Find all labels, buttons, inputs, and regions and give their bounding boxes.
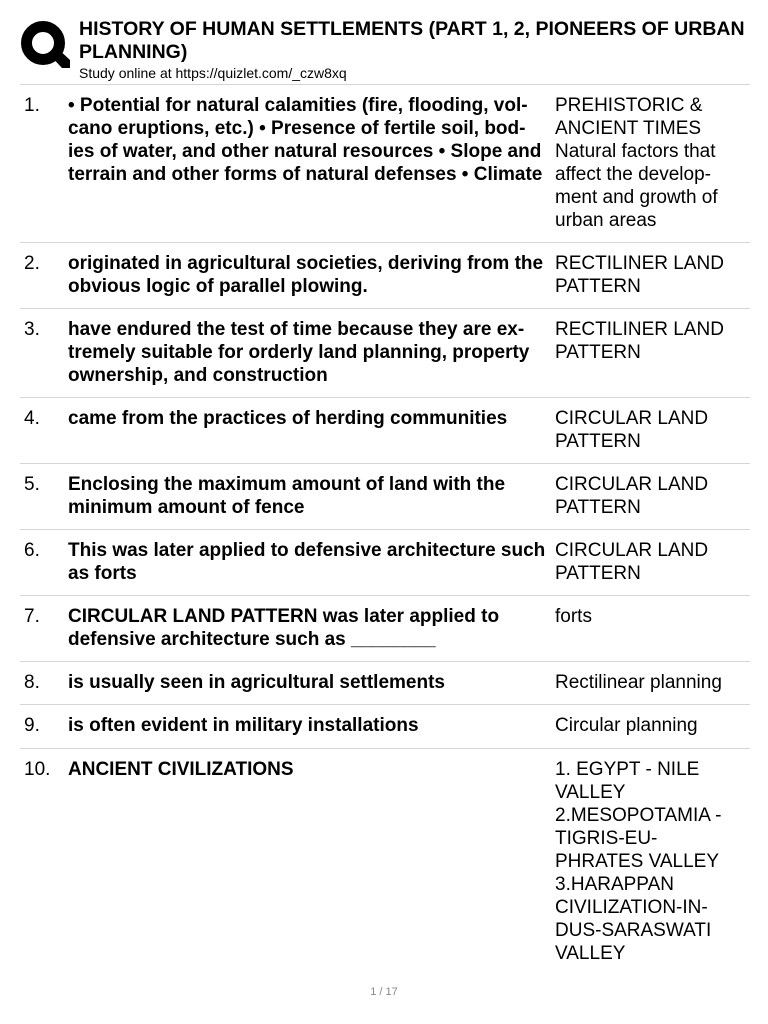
flashcard-list: [20, 84, 750, 971]
row-number: 6.: [24, 540, 40, 561]
term-text: This was later applied to defensive architecture such as forts: [68, 540, 546, 584]
study-online-link[interactable]: Study online at https://quizlet.com/_czw8xq: [79, 65, 347, 81]
flashcard-row: [20, 662, 750, 705]
term-text: is usually seen in agricultural settlements: [68, 672, 445, 693]
flashcard-row: [20, 596, 750, 662]
flashcard-row: [20, 705, 750, 749]
row-number: 4.: [24, 408, 40, 429]
term-text: is often evident in military installations: [68, 715, 419, 736]
definition-text: 1. EGYPT - NILE VALLEY 2.MESOPOTAMIA - TIGRIS-EU- PHRATES VALLEY 3.HARAPPAN CIVILIZATION-IN- DUS-SARASWATI VALLEY: [555, 759, 722, 964]
row-number: 3.: [24, 319, 40, 340]
row-number: 5.: [24, 474, 40, 495]
flashcard-row: [20, 85, 750, 243]
term-text: originated in agricultural societies, deriving from the obvious logic of parallel plowing.: [68, 253, 544, 297]
document-header: [20, 18, 768, 84]
term-text: CIRCULAR LAND PATTERN was later applied to defensive architecture such as ________: [68, 606, 500, 650]
row-number: 10.: [24, 759, 51, 780]
row-number: 7.: [24, 606, 40, 627]
row-number: 9.: [24, 715, 40, 736]
definition-text: CIRCULAR LAND PATTERN: [555, 474, 709, 518]
row-number: 2.: [24, 253, 40, 274]
flashcard-row: [20, 464, 750, 530]
flashcard-row: [20, 530, 750, 596]
definition-text: RECTILINER LAND PATTERN: [555, 319, 724, 363]
term-text: came from the practices of herding communities: [68, 408, 508, 429]
term-text: ANCIENT CIVILIZATIONS: [68, 759, 294, 780]
flashcard-row: [20, 243, 750, 309]
term-text: • Potential for natural calamities (fire, flooding, vol-cano eruptions, etc.) • Presence of fertile soil, bod-ies of water, and other natural resources • Slope and terrain and other forms of natural defenses • Climate: [68, 95, 543, 185]
definition-text: CIRCULAR LAND PATTERN: [555, 408, 709, 452]
flashcard-row: [20, 749, 750, 971]
definition-text: PREHISTORIC & ANCIENT TIMES Natural factors that affect the develop- ment and growth of urban areas: [555, 95, 718, 231]
quizlet-q-logo-icon: [20, 20, 70, 70]
row-number: 8.: [24, 672, 40, 693]
definition-text: Rectilinear planning: [555, 672, 722, 693]
document-title: HISTORY OF HUMAN SETTLEMENTS (PART 1, 2, PIONEERS OF URBAN PLANNING): [79, 18, 745, 63]
term-text: have endured the test of time because they are ex-tremely suitable for orderly land planning, property ownership, and construction: [68, 319, 530, 386]
definition-text: RECTILINER LAND PATTERN: [555, 253, 724, 297]
definition-text: forts: [555, 606, 592, 627]
row-number: 1.: [24, 95, 40, 116]
flashcard-row: [20, 398, 750, 464]
term-text: Enclosing the maximum amount of land with the minimum amount of fence: [68, 474, 506, 518]
definition-text: Circular planning: [555, 715, 698, 736]
definition-text: CIRCULAR LAND PATTERN: [555, 540, 709, 584]
page-number: 1 / 17: [370, 986, 398, 998]
flashcard-row: [20, 309, 750, 398]
